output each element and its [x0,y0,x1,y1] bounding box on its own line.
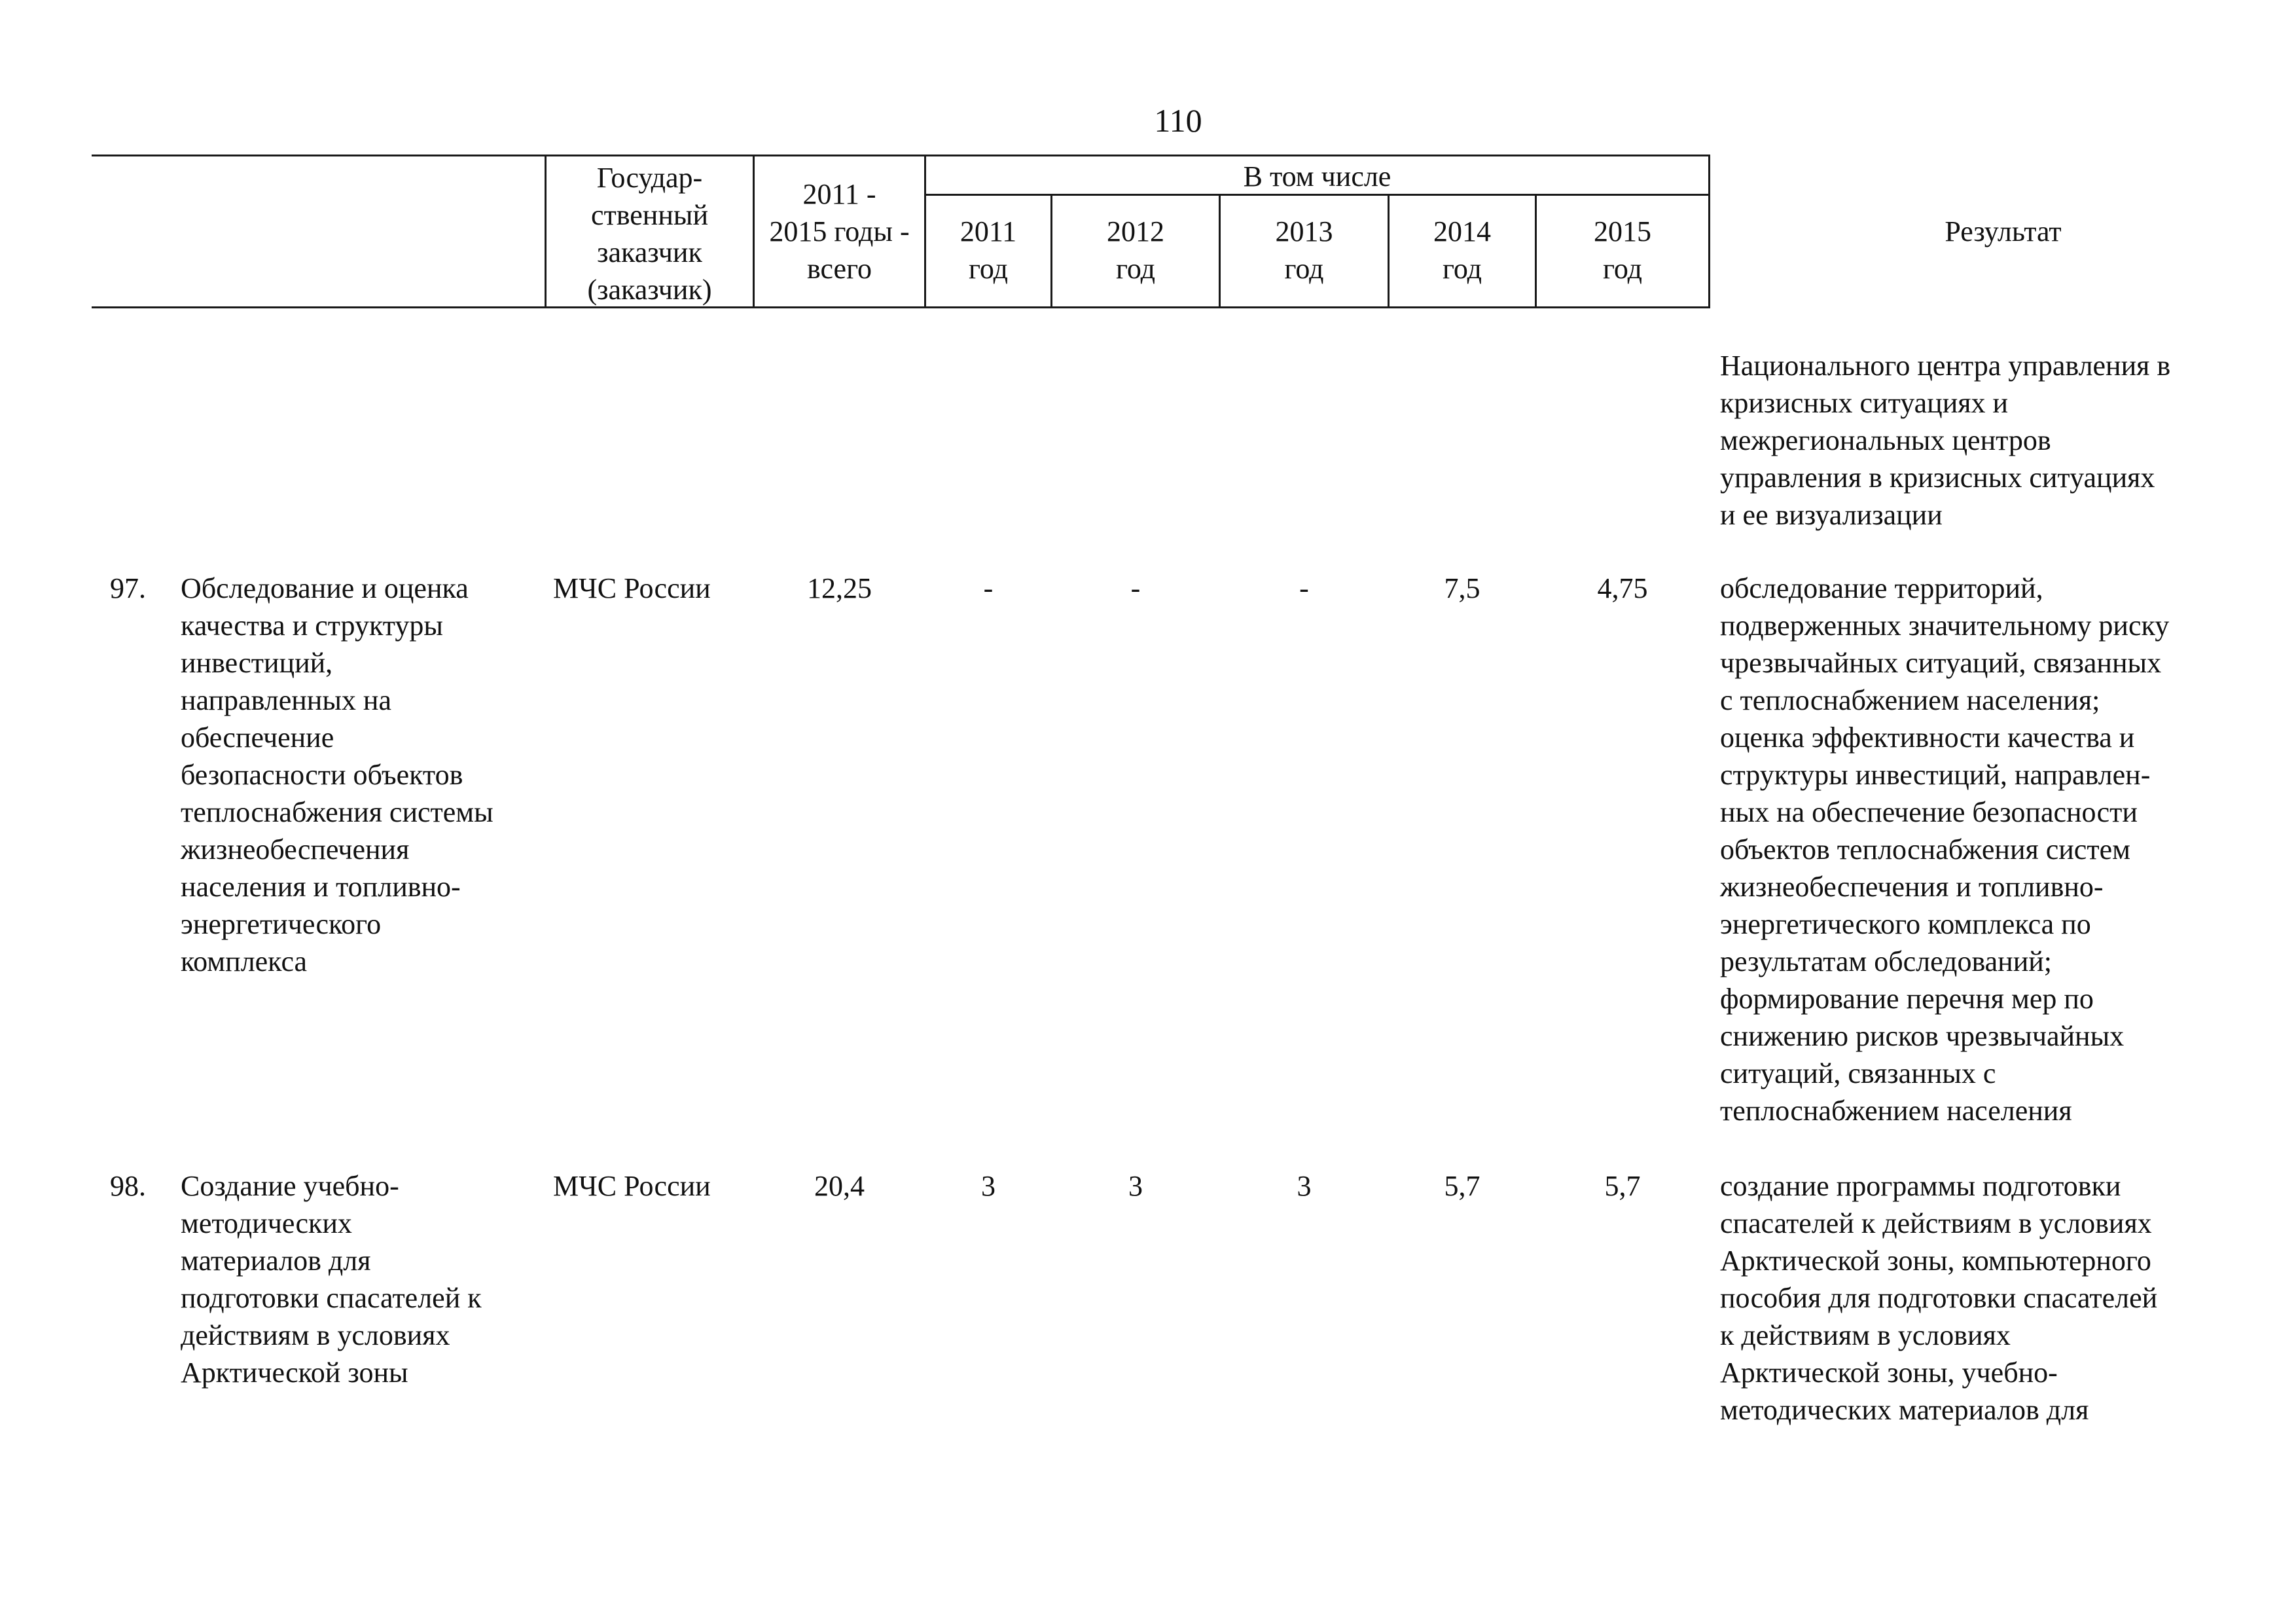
page-number: 110 [1154,102,1202,139]
header-year-2011: 2011 год [960,215,1017,285]
header-customer: Государ- ственный заказчик (заказчик) [587,162,712,306]
header-bottom-rule [92,306,1708,308]
header-top-rule [92,155,1708,156]
row-98-customer: МЧС России [553,1170,711,1202]
row-97-name: Обследование и оценка качества и структуры инвестиций, направленных на обеспечение безопасности объектов теплоснабжения системы жизнеобеспечения населения и топливно- энергетического комплекса [181,572,493,977]
row-98-2014: 5,7 [1444,1170,1480,1202]
row-97-result: обследование территорий, подверженных значительному риску чрезвычайных ситуаций, связанных с теплоснабжением населения; оценка эффективности качества и структуры инвестиций, направлен- ных на обеспечение безопасности объектов теплоснабжения систем жизнеобеспечения и топливно- энергетического комплекса по результатам обследований; формирование перечня мер по снижению рисков чрезвычайных ситуаций, связанных с теплоснабжением населения [1720,572,2170,1127]
row-98-number: 98. [110,1170,146,1202]
row-98-2015: 5,7 [1604,1170,1641,1202]
row-97-number: 97. [110,572,146,604]
row-97-customer: МЧС России [553,572,711,604]
row-98-name: Создание учебно- методических материалов для подготовки спасателей к действиям в условиях Арктической зоны [181,1170,482,1389]
header-year-2013: 2013 год [1275,215,1333,285]
header-total: 2011 - 2015 годы - всего [769,178,910,285]
row-97-total: 12,25 [807,572,872,604]
header-result: Результат [1945,215,2062,247]
header-year-2014: 2014 год [1433,215,1491,285]
row-97-2014: 7,5 [1444,572,1480,604]
row-98-2011: 3 [981,1170,996,1202]
row-97-2015: 4,75 [1597,572,1648,604]
row-98-2012: 3 [1128,1170,1143,1202]
header-year-2012: 2012 год [1107,215,1164,285]
header-including: В том числе [1243,160,1391,192]
row-98-result: создание программы подготовки спасателей к действиям в условиях Арктической зоны, компьютерного пособия для подготовки спасателей к действиям в условиях Арктической зоны, учебно- методических материалов для [1720,1170,2158,1426]
row-98-2013: 3 [1297,1170,1312,1202]
continuation-result: Национального центра управления в кризисных ситуациях и межрегиональных центров управления в кризисных ситуациях и ее визуализации [1720,350,2171,531]
row-97-2013: - [1299,572,1309,604]
header-year-2015: 2015 год [1594,215,1651,285]
row-98-total: 20,4 [814,1170,865,1202]
row-97-2011: - [983,572,994,604]
row-97-2012: - [1130,572,1141,604]
